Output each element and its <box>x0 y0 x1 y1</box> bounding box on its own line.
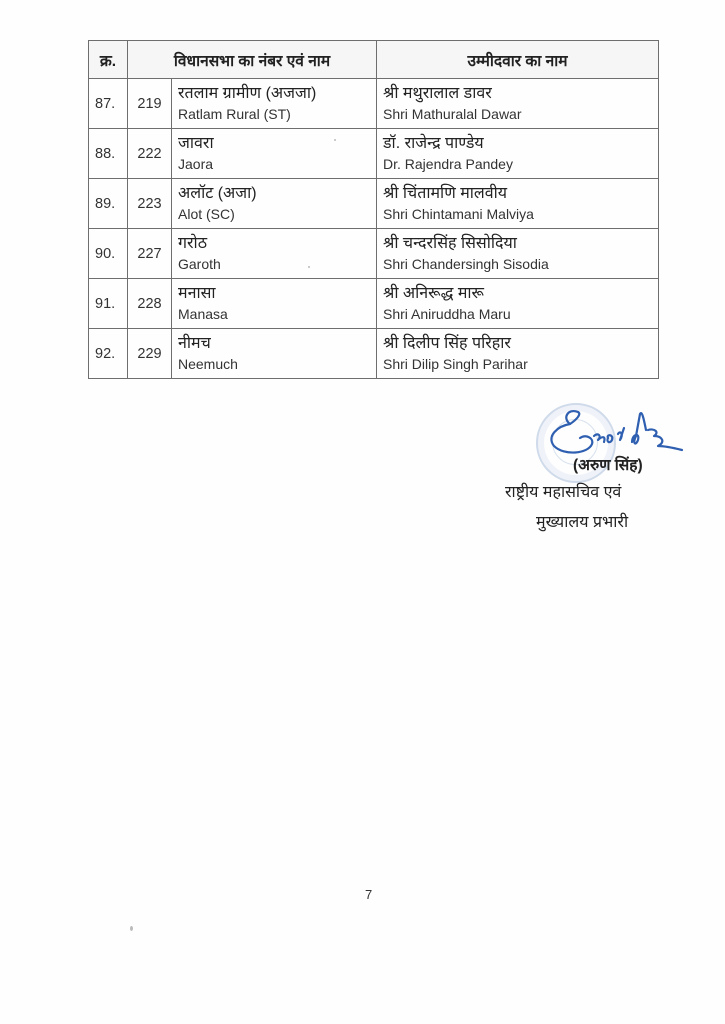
signature-block <box>480 395 700 545</box>
candidate-list-table <box>88 40 659 379</box>
candidate-name-english: Shri Chintamani Malviya <box>383 205 534 222</box>
signer-designation: राष्ट्रीय महासचिव एवं <box>505 484 622 501</box>
constituency-name-english: Manasa <box>178 305 228 322</box>
signer-designation-line2: मुख्यालय प्रभारी <box>536 514 629 531</box>
constituency-name-cell <box>172 129 377 179</box>
candidate-name-cell <box>377 279 659 329</box>
candidate-name-english: Shri Mathuralal Dawar <box>383 105 522 122</box>
constituency-number-cell: 228 <box>128 279 172 329</box>
table-row <box>89 129 659 179</box>
constituency-number-cell: 229 <box>128 329 172 379</box>
candidate-name-cell <box>377 179 659 229</box>
table-header-row <box>89 41 659 79</box>
table-row <box>89 329 659 379</box>
candidate-name-hindi: श्री चिंतामणि मालवीय <box>383 184 508 202</box>
serial-cell: 89. <box>89 179 128 229</box>
constituency-name-english: Ratlam Rural (ST) <box>178 105 291 122</box>
serial-cell: 91. <box>89 279 128 329</box>
constituency-name-hindi: नीमच <box>178 334 211 352</box>
constituency-name-english: Garoth <box>178 255 221 272</box>
candidate-name-hindi: श्री मथुरालाल डावर <box>383 84 492 102</box>
constituency-name-hindi: रतलाम ग्रामीण (अजजा) <box>178 84 317 102</box>
constituency-number-cell: 227 <box>128 229 172 279</box>
candidate-name-cell <box>377 229 659 279</box>
constituency-number-cell: 219 <box>128 79 172 129</box>
page-number: 7 <box>365 887 373 902</box>
serial-cell: 90. <box>89 229 128 279</box>
constituency-name-english: Alot (SC) <box>178 205 235 222</box>
table-row <box>89 229 659 279</box>
candidate-name-english: Shri Aniruddha Maru <box>383 305 511 322</box>
candidate-name-cell <box>377 79 659 129</box>
candidate-name-english: Shri Dilip Singh Parihar <box>383 355 528 372</box>
header-candidate: उम्मीदवार का नाम <box>377 41 659 79</box>
header-constituency: विधानसभा का नंबर एवं नाम <box>128 41 377 79</box>
scan-speck <box>334 139 336 141</box>
constituency-number-cell: 223 <box>128 179 172 229</box>
candidate-name-cell <box>377 129 659 179</box>
table-row <box>89 279 659 329</box>
constituency-name-hindi: गरोठ <box>178 234 207 252</box>
constituency-name-cell <box>172 329 377 379</box>
header-serial: क्र. <box>89 41 128 79</box>
table-row <box>89 179 659 229</box>
candidate-name-hindi: श्री दिलीप सिंह परिहार <box>383 334 511 352</box>
scan-speck <box>130 926 133 931</box>
constituency-name-english: Jaora <box>178 155 214 172</box>
candidate-name-hindi: श्री चन्दरसिंह सिसोदिया <box>383 234 517 252</box>
constituency-name-cell <box>172 279 377 329</box>
candidate-name-english: Shri Chandersingh Sisodia <box>383 255 549 272</box>
constituency-name-hindi: मनासा <box>178 284 216 302</box>
constituency-number-cell: 222 <box>128 129 172 179</box>
constituency-name-hindi: अलॉट (अजा) <box>178 184 257 202</box>
candidate-name-hindi: श्री अनिरूद्ध मारू <box>383 284 484 302</box>
constituency-name-english: Neemuch <box>178 355 238 372</box>
constituency-name-cell <box>172 179 377 229</box>
scan-speck <box>308 266 310 268</box>
constituency-name-cell <box>172 79 377 129</box>
candidate-name-cell <box>377 329 659 379</box>
constituency-name-hindi: जावरा <box>178 134 214 152</box>
serial-cell: 92. <box>89 329 128 379</box>
serial-cell: 88. <box>89 129 128 179</box>
candidate-name-english: Dr. Rajendra Pandey <box>383 155 513 172</box>
table-row <box>89 79 659 129</box>
constituency-name-cell <box>172 229 377 279</box>
signer-name: (अरुण सिंह) <box>573 457 643 474</box>
candidate-name-hindi: डॉ. राजेन्द्र पाण्डेय <box>383 134 484 152</box>
serial-cell: 87. <box>89 79 128 129</box>
